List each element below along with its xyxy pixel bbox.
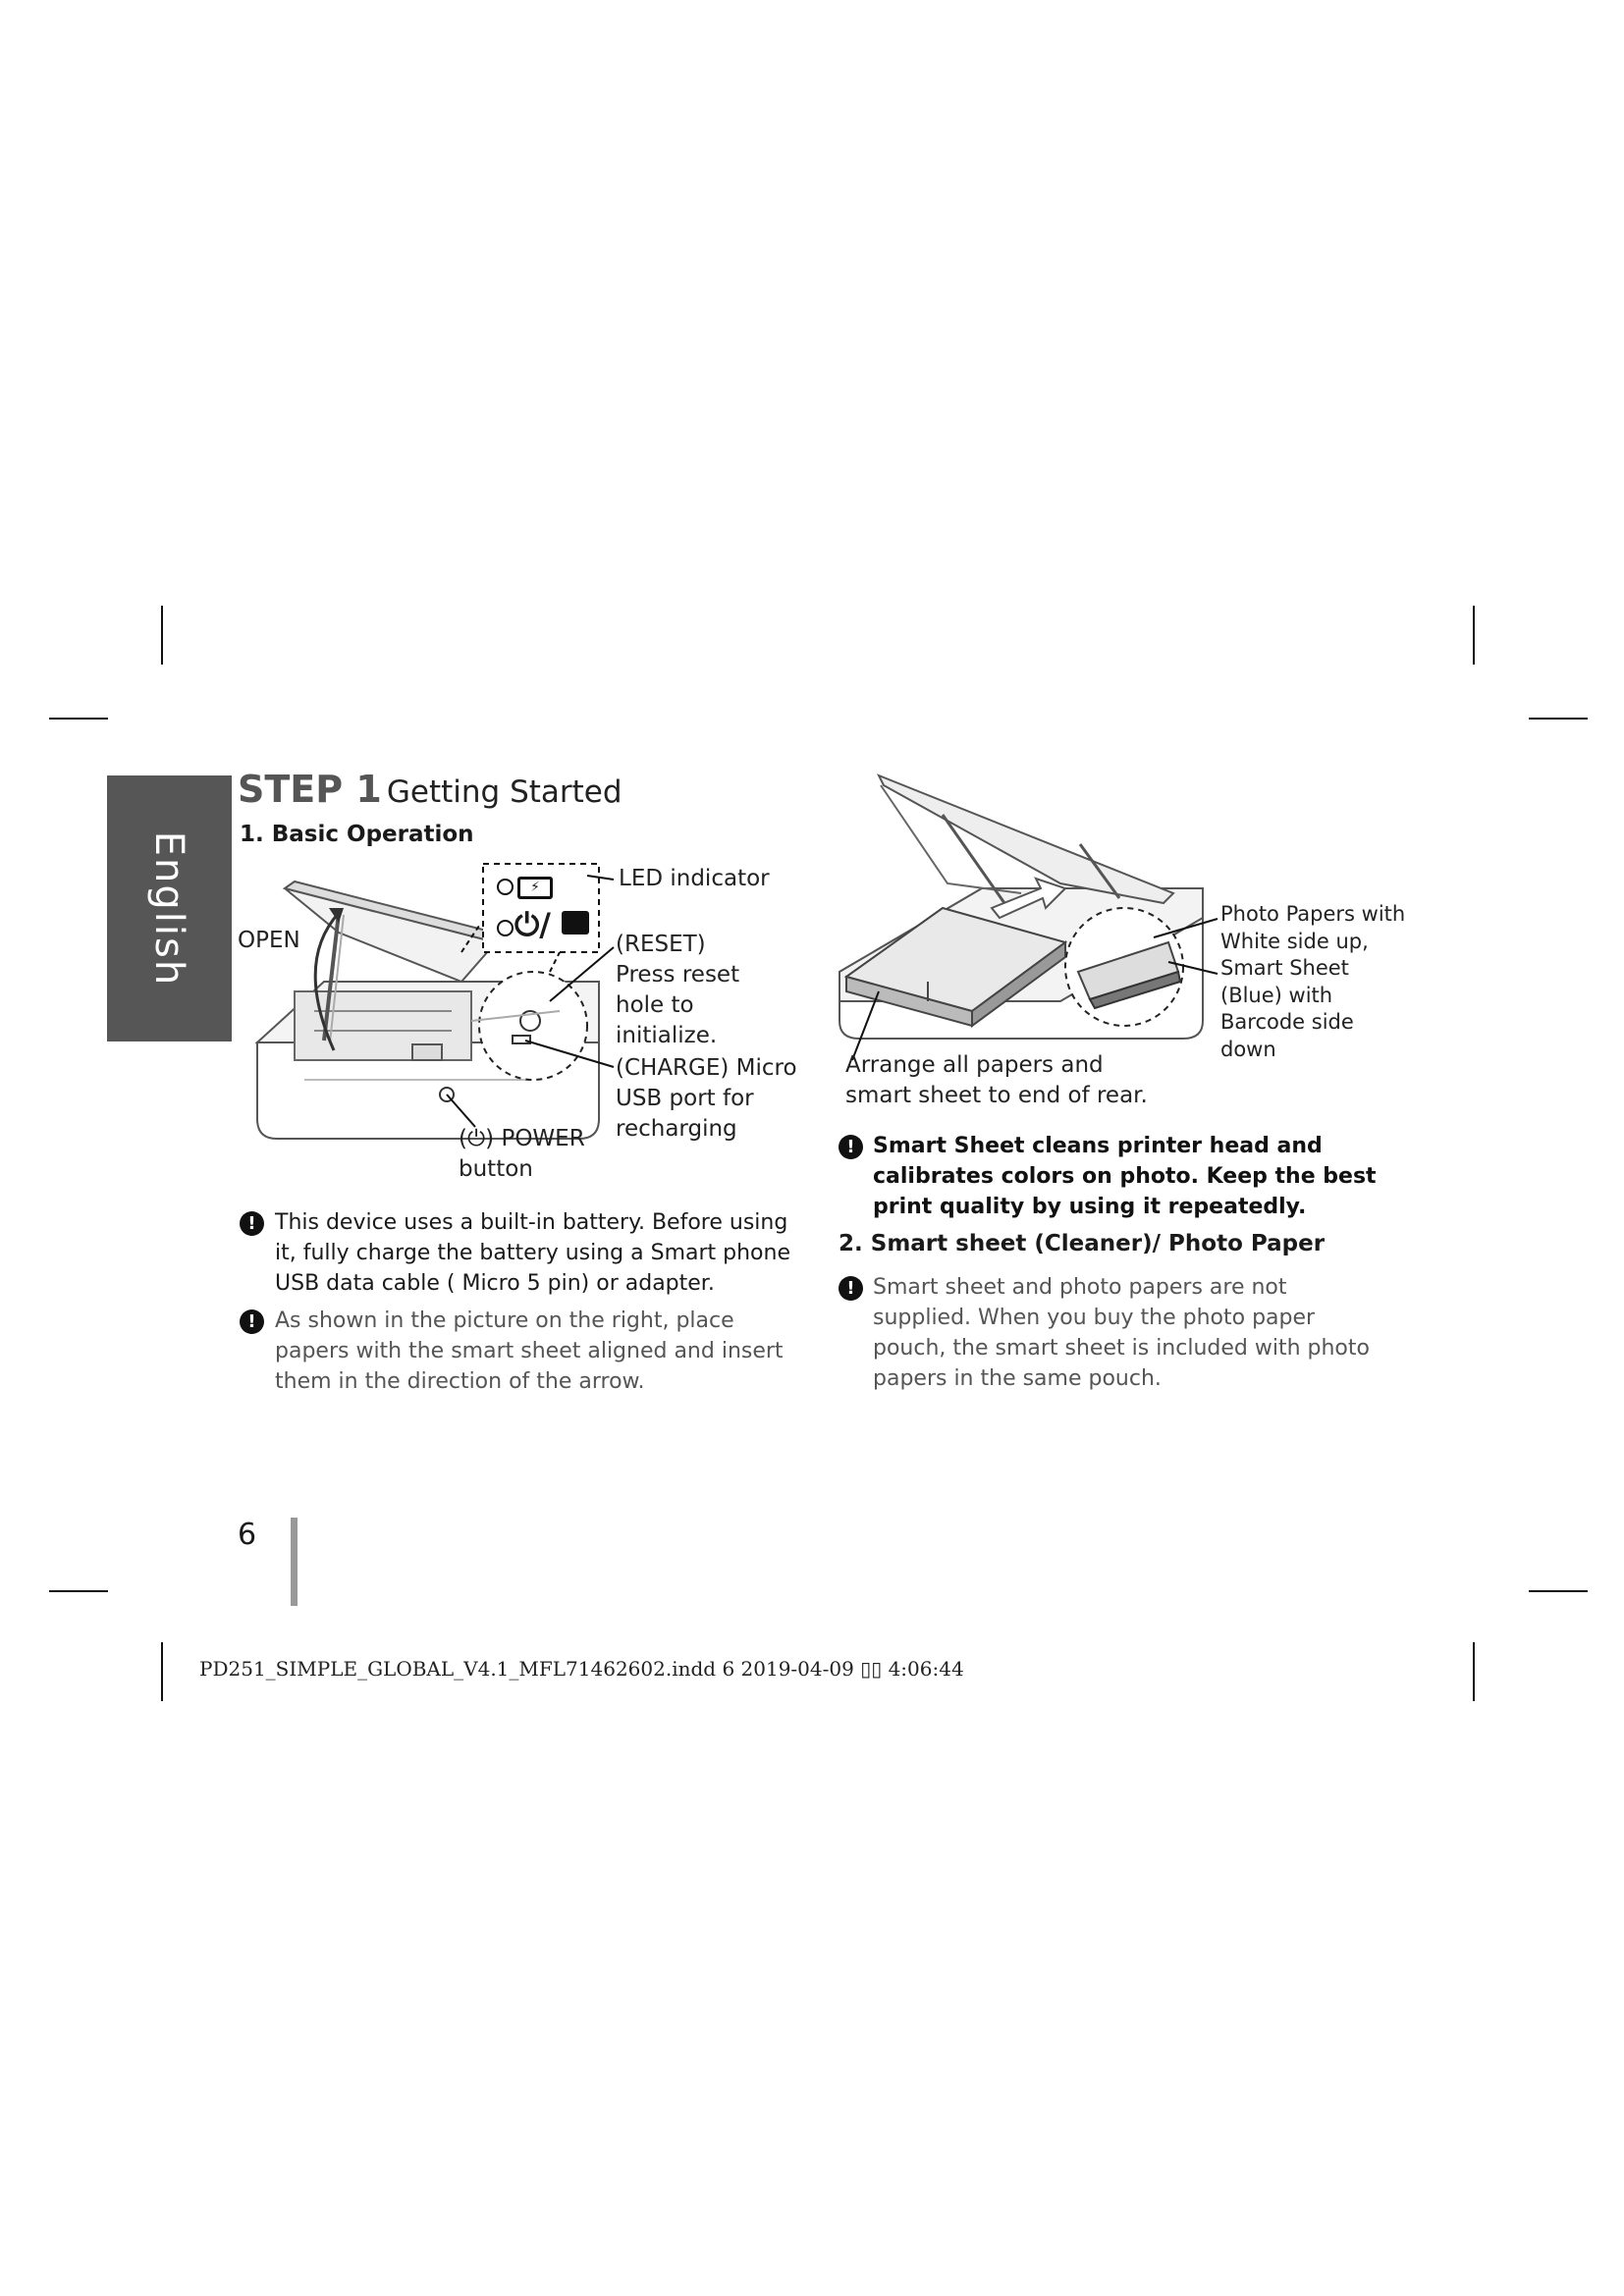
paper-insert-note: As shown in the picture on the right, place papers with the smart sheet aligned and insert them in the direction of the arrow. bbox=[275, 1308, 784, 1394]
led-indicator-label: LED indicator bbox=[619, 866, 770, 891]
warning-bullet-icon: ! bbox=[839, 1135, 863, 1159]
print-slug: PD251_SIMPLE_GLOBAL_V4.1_MFL71462602.indd 6 2019-04-09 ▯▯ 4:06:44 bbox=[199, 1657, 964, 1681]
supply-note: Smart sheet and photo papers are not supplied. When you buy the photo paper pouch, the smart sheet is included with photo papers in the same pouch. bbox=[873, 1275, 1370, 1391]
charge-label: (CHARGE) Micro USB port for recharging bbox=[616, 1055, 797, 1142]
step-number: STEP 1 bbox=[238, 768, 382, 811]
warning-bullet-icon: ! bbox=[839, 1276, 863, 1301]
warning-bullet-icon: ! bbox=[240, 1309, 264, 1334]
arrange-papers-label: Arrange all papers and smart sheet to end of rear. bbox=[845, 1052, 1148, 1108]
warning-bullet-icon: ! bbox=[240, 1211, 264, 1236]
power-button-label: (⏻) POWER button bbox=[459, 1126, 585, 1182]
battery-charge-icon: ⚡ bbox=[517, 877, 553, 899]
page-number: 6 bbox=[238, 1518, 257, 1552]
reset-label: (RESET) Press reset hole to initialize. bbox=[616, 932, 740, 1048]
page-number-bar bbox=[291, 1518, 298, 1606]
open-label: OPEN bbox=[238, 928, 300, 953]
smart-sheet-note: Smart Sheet cleans printer head and calibrates colors on photo. Keep the best print quality by using it repeatedly. bbox=[873, 1134, 1377, 1219]
power-icon: ⏻/ bbox=[514, 906, 551, 943]
battery-note: This device uses a built-in battery. Before using it, fully charge the battery using a Smart phone USB data cable ( Micro 5 pin) or adapter. bbox=[275, 1210, 790, 1296]
photo-papers-label: Photo Papers with White side up, Smart Sheet (Blue) with Barcode side down bbox=[1220, 902, 1406, 1061]
section-heading-smart-sheet: 2. Smart sheet (Cleaner)/ Photo Paper bbox=[839, 1231, 1326, 1256]
step-title: Getting Started bbox=[386, 774, 623, 810]
section-heading-basic-operation: 1. Basic Operation bbox=[240, 822, 474, 847]
language-tab-label: English bbox=[146, 830, 191, 988]
